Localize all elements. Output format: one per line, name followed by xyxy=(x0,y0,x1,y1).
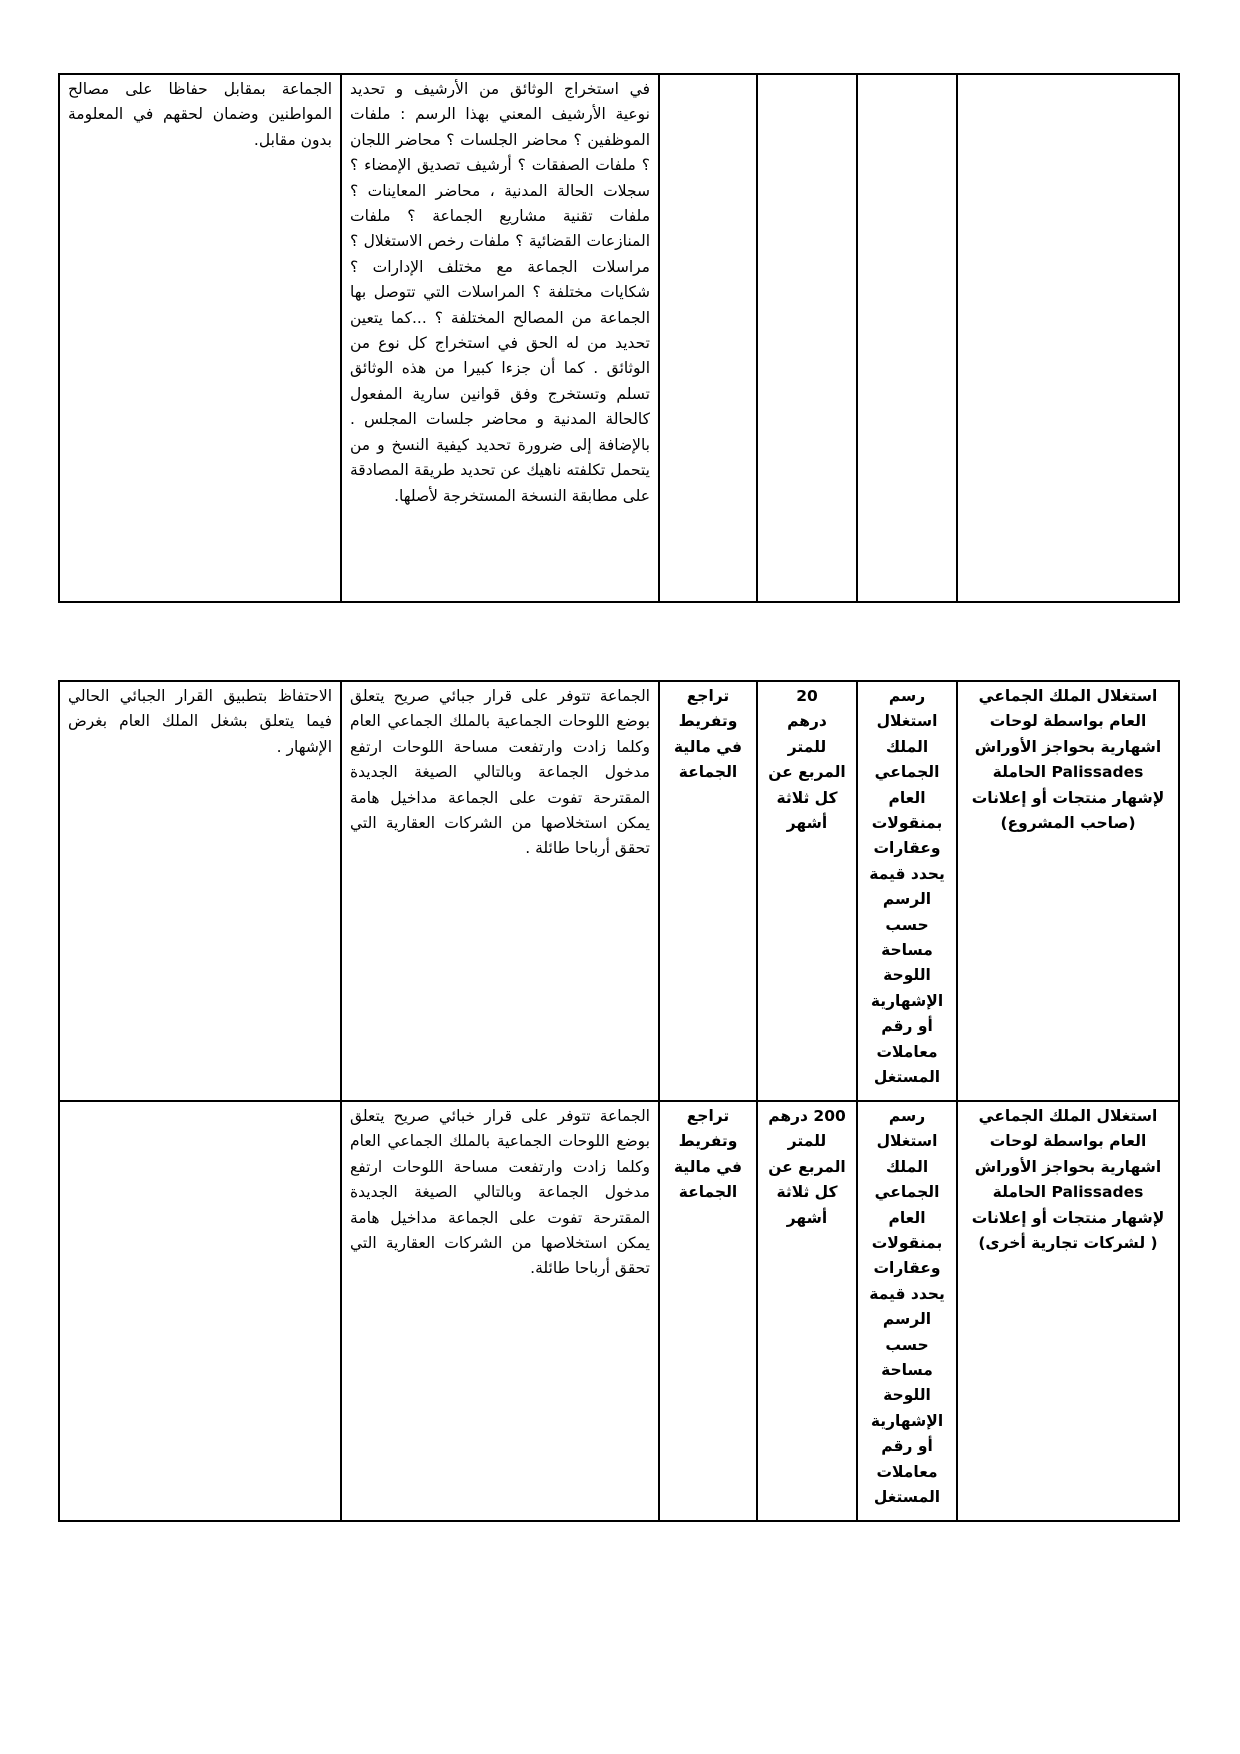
cell-subject: استغلال الملك الجماعي العام بواسطة لوحات اشهارية بحواجز الأوراش Palissades الحاملة لإشهار منتجات أو إعلانات (صاحب المشروع) xyxy=(957,681,1179,1101)
cell-amount xyxy=(757,74,857,602)
cell-subject: استغلال الملك الجماعي العام بواسطة لوحات اشهارية بحواجز الأوراش Palissades الحاملة لإشهار منتجات أو إعلانات ( لشركات تجارية أخرى) xyxy=(957,1101,1179,1521)
cell-impact: تراجع وتفريط في مالية الجماعة xyxy=(659,1101,757,1521)
cell-impact: تراجع وتفريط في مالية الجماعة xyxy=(659,681,757,1101)
table-row xyxy=(59,681,1179,1101)
advertising-fees-table xyxy=(58,680,1180,1522)
continuation-table xyxy=(58,73,1180,603)
cell-fee-type xyxy=(857,74,957,602)
cell-recommendation: الجماعة بمقابل حفاظا على مصالح المواطنين وضمان لحقهم في المعلومة بدون مقابل. xyxy=(59,74,341,602)
table-row xyxy=(59,1101,1179,1521)
cell-observation: الجماعة تتوفر على قرار جبائي صريح يتعلق بوضع اللوحات الجماعية بالملك الجماعي العام وكلما زادت وارتفعت مساحة اللوحات ارتفع مدخول الجماعة وبالتالي الصيغة الجديدة المقترحة تفوت على الجماعة مداخيل هامة يمكن استخلاصها من الشركات العقارية التي تحقق أرباحا طائلة . xyxy=(341,681,659,1101)
cell-amount: 20 درهم للمتر المربع عن كل ثلاثة أشهر xyxy=(757,681,857,1101)
cell-recommendation: الاحتفاظ بتطبيق القرار الجبائي الحالي فيما يتعلق بشغل الملك العام بغرض الإشهار . xyxy=(59,681,341,1101)
cell-fee-type: رسم استغلال الملك الجماعي العام بمنقولات وعقارات يحدد قيمة الرسم حسب مساحة اللوحة الإشهارية أو رقم معاملات المستغل xyxy=(857,1101,957,1521)
table-row xyxy=(59,74,1179,602)
cell-observation: الجماعة تتوفر على قرار خبائي صريح يتعلق بوضع اللوحات الجماعية بالملك الجماعي العام وكلما زادت وارتفعت مساحة اللوحات ارتفع مدخول الجماعة وبالتالي الصيغة الجديدة المقترحة تفوت على الجماعة مداخيل هامة يمكن استخلاصها من الشركات العقارية التي تحقق أرباحا طائلة. xyxy=(341,1101,659,1521)
cell-impact xyxy=(659,74,757,602)
cell-amount: 200 درهم للمتر المربع عن كل ثلاثة أشهر xyxy=(757,1101,857,1521)
cell-observation: في استخراج الوثائق من الأرشيف و تحديد نوعية الأرشيف المعني بهذا الرسم : ملفات الموظفين ؟ محاضر الجلسات ؟ محاضر اللجان ؟ ملفات الصفقات ؟ أرشيف تصديق الإمضاء ؟ سجلات الحالة المدنية ، محاضر المعاينات ؟ ملفات تقنية مشاريع الجماعة ؟ ملفات المنازعات القضائية ؟ ملفات رخص الاستغلال ؟ مراسلات الجماعة مع مختلف الإدارات ؟ شكايات مختلفة ؟ المراسلات التي تتوصل بها الجماعة من المصالح المختلفة ؟ ...كما يتعين تحديد من له الحق في استخراج كل نوع من الوثائق . كما أن جزءا كبيرا من هذه الوثائق تسلم وتستخرج وفق قوانين سارية المفعول كالحالة المدنية و محاضر جلسات المجلس . بالإضافة إلى ضرورة تحديد كيفية النسخ و من يتحمل تكلفته ناهيك عن تحديد طريقة المصادقة على مطابقة النسخة المستخرجة لأصلها. xyxy=(341,74,659,602)
cell-subject xyxy=(957,74,1179,602)
cell-recommendation xyxy=(59,1101,341,1521)
cell-fee-type: رسم استغلال الملك الجماعي العام بمنقولات وعقارات يحدد قيمة الرسم حسب مساحة اللوحة الإشهارية أو رقم معاملات المستغل xyxy=(857,681,957,1101)
